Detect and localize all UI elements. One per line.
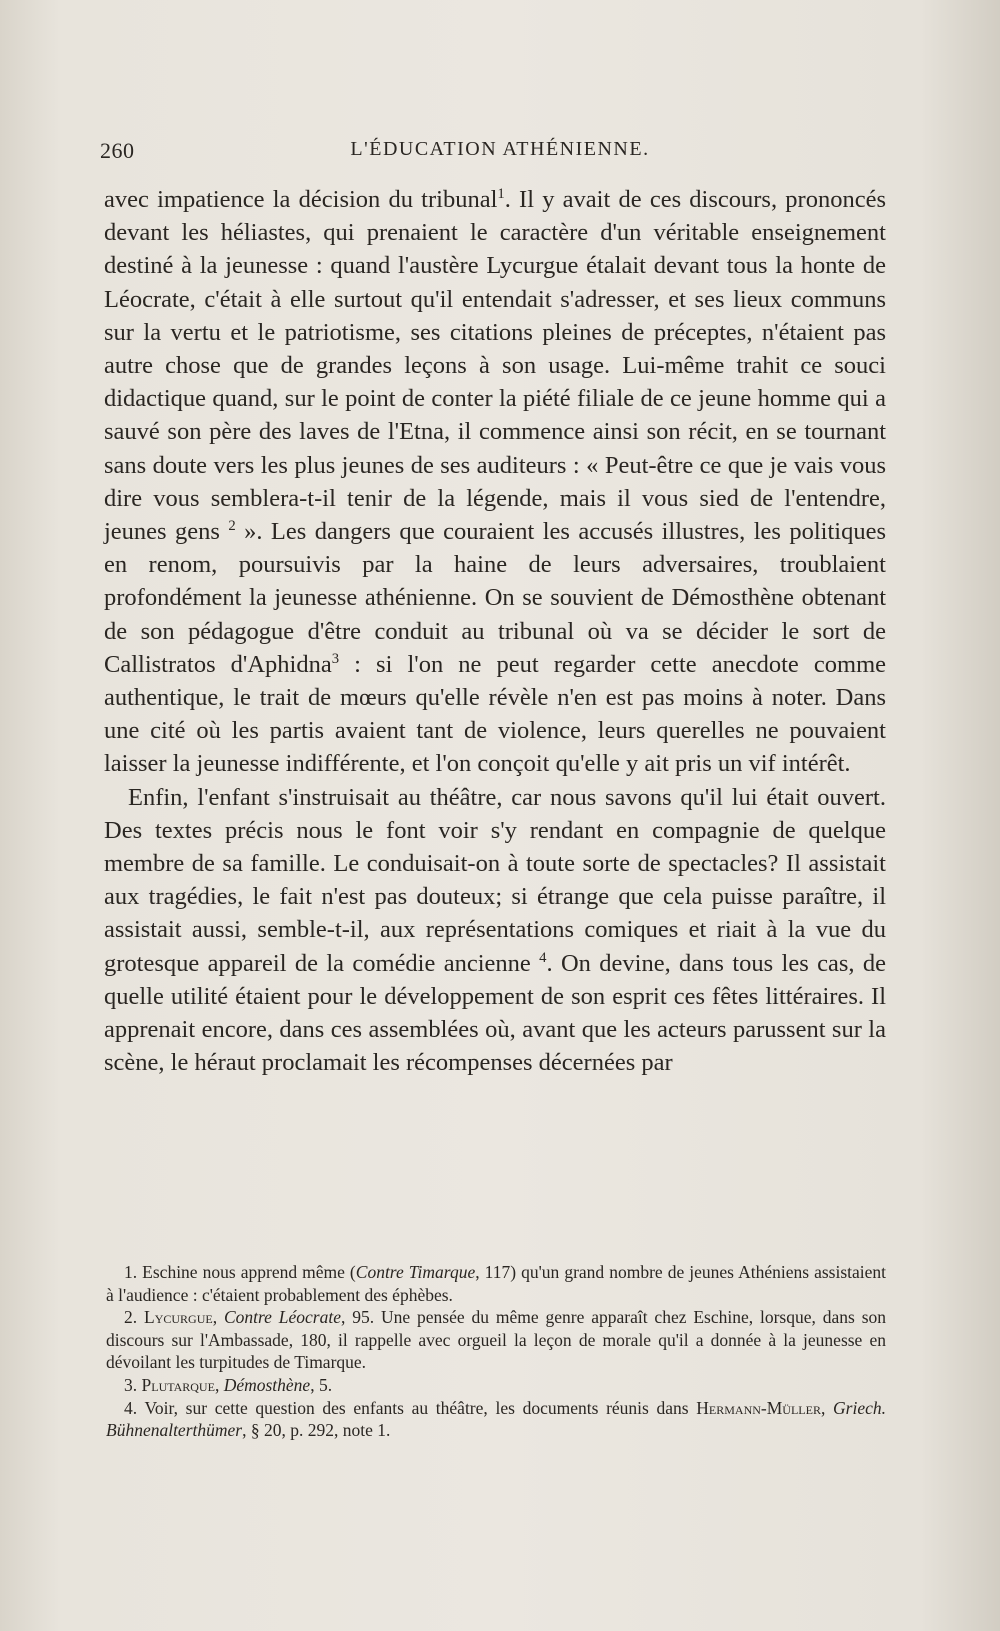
footnote	[106, 1374, 886, 1397]
footnote-ref: 4	[539, 949, 547, 966]
text-run: Enfin, l'enfant s'instruisait au théâtre, car nous savons qu'il lui était ouvert. Des textes précis nous le font voir s'y rendant en compagnie de quelque membre de sa famille. Le conduisait-on à toute sorte de spectacles? Il assistait aux tragédies, le fait n'est pas douteux; si étrange que cela puisse paraître, il assistait aussi, semble-t-il, aux représentations comiques et riait à la vue du grotesque appareil de la comédie ancienne	[104, 783, 886, 977]
paragraph	[104, 183, 886, 781]
text-run: ,	[214, 1374, 224, 1395]
author-name: Hermann-Müller	[696, 1397, 821, 1418]
text-run: ». Les dangers que couraient les accusés illustres, les politiques en renom, poursuivis par la haine de leurs adversaires, troublaient profondément la jeunesse athénienne. On se souvient de Démosthène obtenant de son pédagogue d'être conduit au tribunal où va se décider le sort de Callistratos d'Aphidna	[104, 518, 886, 678]
text-run: avec impatience la décision du tribunal	[104, 186, 498, 213]
text-run: . Il y avait de ces discours, prononcés devant les héliastes, qui prenaient le caractère d'un véritable enseignement destiné à la jeunesse : quand l'austère Lycurgue étalait devant tous la honte de Léocrate, c'était à elle surtout qu'il entendait s'adresser, et ses lieux communs sur la vertu et le patriotisme, ses citations pleines de préceptes, n'étaient pas autre chose que de grandes leçons à son usage. Lui-même trahit ce souci didactique quand, sur le point de conter la piété filiale de ce jeune homme qui a sauvé son père des laves de l'Etna, il commence ainsi son récit, en se tournant sans doute vers les plus jeunes de ses auditeurs : « Peut-être ce que je vais vous dire vous semblera-t-il tenir de la légende, mais il vous sied de l'entendre, jeunes gens	[104, 186, 886, 546]
footnote-ref: 3	[331, 650, 340, 667]
footnote	[106, 1306, 886, 1374]
text-run: 1. Eschine nous apprend même (	[124, 1262, 356, 1282]
text-run: : si l'on ne peut regarder cette anecdote comme authentique, le trait de mœurs qu'elle révèle n'en est pas moins à noter. Dans une cité où les partis avaient tant de violence, leurs querelles ne pouvaient laisser la jeunesse indifférente, et l'on conçoit qu'elle y ait pris un vif intérêt.	[104, 650, 886, 778]
paragraph	[104, 781, 886, 1080]
author-name: Lycurgue	[144, 1307, 213, 1328]
text-run: ,	[212, 1307, 224, 1328]
page-header	[100, 138, 900, 174]
text-run: , § 20, p. 292, note 1.	[242, 1420, 391, 1441]
text-run: 2.	[124, 1307, 144, 1328]
footnote	[106, 1397, 886, 1442]
italic-title: Démosthène	[223, 1374, 311, 1395]
footnotes	[106, 1261, 886, 1442]
text-run: 3.	[124, 1374, 142, 1395]
author-name: Plutarque	[141, 1374, 215, 1395]
text-run: , 117) qu'un grand nombre de jeunes Athéniens assistaient à l'audience : c'étaient probablement des éphèbes.	[106, 1262, 887, 1305]
footnote-ref: 1	[497, 185, 505, 202]
text-run: ,	[820, 1397, 834, 1418]
text-run: , 5.	[310, 1374, 333, 1395]
running-head: L'ÉDUCATION ATHÉNIENNE.	[350, 138, 650, 160]
footnote-ref: 2	[228, 517, 236, 534]
italic-title: Contre Léocrate	[223, 1307, 341, 1328]
italic-title: Griech. Bühnenalterthümer	[106, 1397, 887, 1441]
italic-title: Contre Timarque	[355, 1262, 476, 1282]
footnote	[106, 1261, 886, 1306]
text-run: , 95. Une pensée du même genre apparaît chez Eschine, lorsque, dans son discours sur l'Ambassade, 180, il rappelle avec orgueil la leçon de morale qu'il a donnée à la jeunesse en dévoilant les turpitudes de Timarque.	[106, 1307, 887, 1373]
text-run: 4. Voir, sur cette question des enfants au théâtre, les documents réunis dans	[124, 1397, 697, 1418]
text-run: . On devine, dans tous les cas, de quelle utilité étaient pour le développement de son esprit ces fêtes littéraires. Il apprenait encore, dans ces assemblées où, avant que les acteurs parussent sur la scène, le héraut proclamait les récompenses décernées par	[104, 949, 886, 1077]
page-number: 260	[100, 138, 135, 163]
body-text	[104, 183, 886, 1079]
